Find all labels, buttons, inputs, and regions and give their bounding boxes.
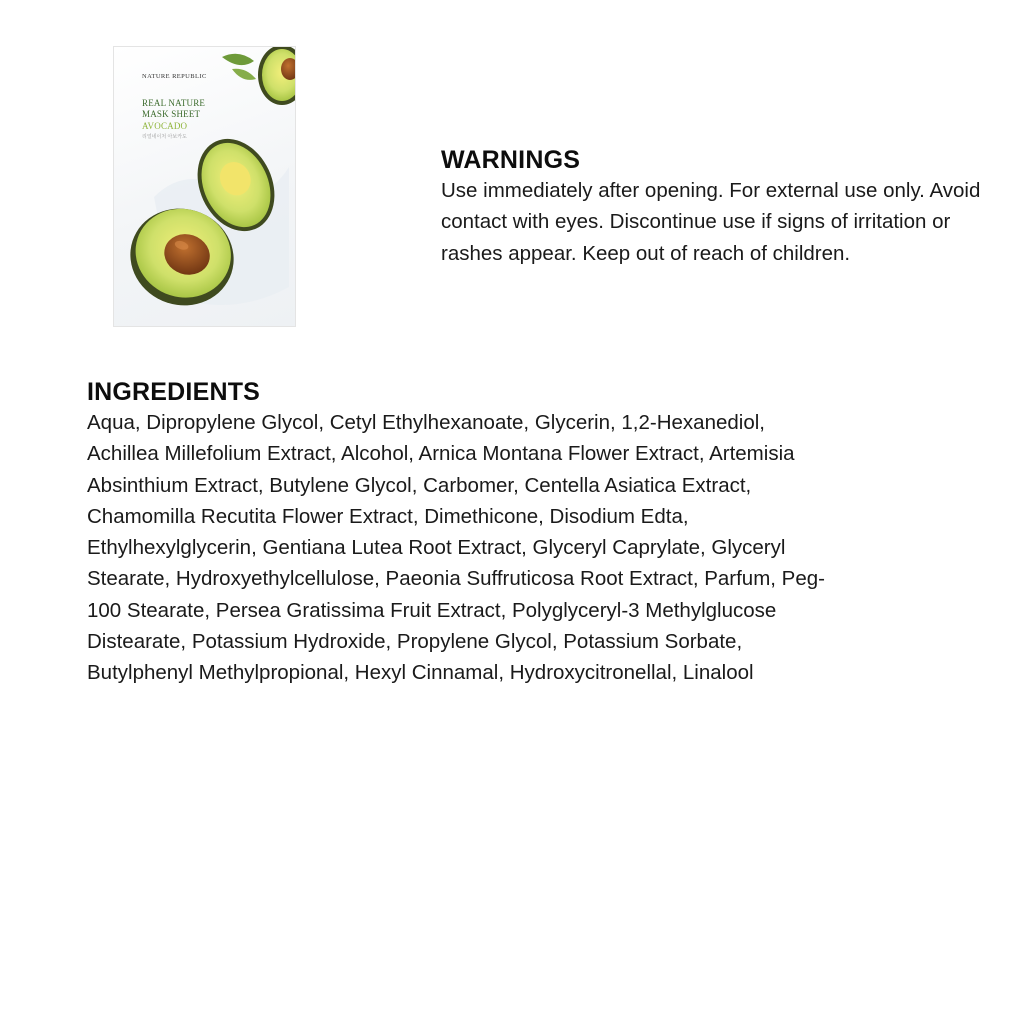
- ingredients-text: [87, 407, 917, 689]
- warnings-text: Use immediately after opening. For external use only. Avoid contact with eyes. Discontinue use if signs of irritation or rashes appear. Keep out of reach of children.: [441, 179, 981, 265]
- warnings-section: [441, 145, 1001, 269]
- ingredients-line: Stearate, Hydroxyethylcellulose, Paeonia Suffruticosa Root Extract, Parfum, Peg-: [87, 567, 825, 591]
- ingredients-heading: INGREDIENTS: [87, 378, 261, 406]
- ingredients-line: Aqua, Dipropylene Glycol, Cetyl Ethylhexanoate, Glycerin, 1,2-Hexanediol,: [87, 411, 765, 434]
- ingredients-line: Butylphenyl Methylpropional, Hexyl Cinnamal, Hydroxycitronellal, Linalool: [87, 661, 754, 685]
- ingredients-line: Ethylhexylglycerin, Gentiana Lutea Root Extract, Glyceryl Caprylate, Glyceryl: [87, 536, 786, 560]
- product-korean-text: 리얼네이처 아보카도: [142, 134, 187, 140]
- ingredients-line: Distearate, Potassium Hydroxide, Propylene Glycol, Potassium Sorbate,: [87, 630, 743, 654]
- product-variant: AVOCADO: [142, 121, 188, 131]
- ingredients-line: 100 Stearate, Persea Gratissima Fruit Extract, Polyglyceryl-3 Methylglucose: [87, 598, 777, 622]
- ingredients-section: [87, 377, 927, 689]
- ingredients-line: Chamomilla Recutita Flower Extract, Dimethicone, Disodium Edta,: [87, 504, 689, 528]
- brand-name: NATURE REPUBLIC: [142, 73, 207, 80]
- product-image: [113, 46, 296, 327]
- product-name-line1: REAL NATURE: [142, 98, 206, 108]
- ingredients-line: Absinthium Extract, Butylene Glycol, Carbomer, Centella Asiatica Extract,: [87, 473, 752, 497]
- product-name-line2: MASK SHEET: [142, 109, 201, 119]
- avocado-illustration: [114, 47, 296, 327]
- warnings-heading: WARNINGS: [441, 146, 581, 174]
- ingredients-line: Achillea Millefolium Extract, Alcohol, Arnica Montana Flower Extract, Artemisia: [87, 442, 795, 466]
